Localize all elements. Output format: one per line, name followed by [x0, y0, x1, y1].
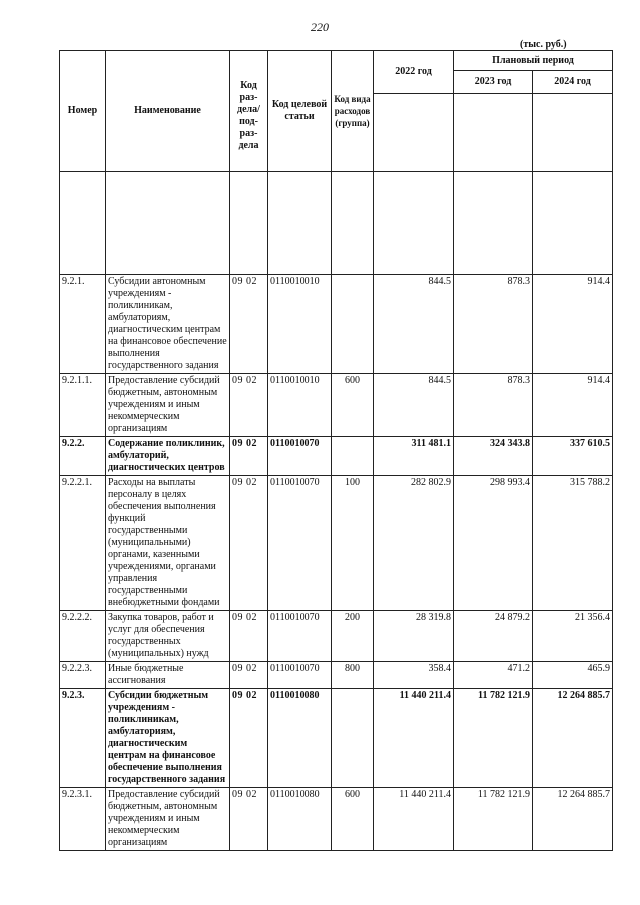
row-target: 0110010080: [268, 689, 332, 788]
row-2024: 337 610.5: [533, 437, 613, 476]
table-row: [60, 788, 613, 851]
row-number: 9.2.3.1.: [60, 788, 106, 851]
header-2024-filler: [533, 94, 613, 172]
row-kind: 600: [332, 788, 374, 851]
row-2024: 21 356.4: [533, 611, 613, 662]
row-name: Предоставление субсидий бюджетным, автономным учреждениям и иным некоммерческим организациям: [106, 374, 230, 437]
header-2024: 2024 год: [533, 71, 613, 94]
row-2023: 11 782 121.9: [454, 689, 533, 788]
row-name: Иные бюджетные ассигнования: [106, 662, 230, 689]
row-section: 09 02: [230, 788, 268, 851]
row-2022: 844.5: [374, 275, 454, 374]
row-name: Субсидии бюджетным учреждениям - поликлиникам, амбулаториям, диагностическим центрам на финансовое обеспечение выполнения государственного задания: [106, 689, 230, 788]
row-section: 09 02: [230, 374, 268, 437]
row-2023: 324 343.8: [454, 437, 533, 476]
row-target: 0110010070: [268, 437, 332, 476]
row-target: 0110010070: [268, 611, 332, 662]
row-2022: 11 440 211.4: [374, 689, 454, 788]
row-kind: 600: [332, 374, 374, 437]
row-target: 0110010010: [268, 275, 332, 374]
row-target: 0110010070: [268, 476, 332, 611]
row-2024: 12 264 885.7: [533, 788, 613, 851]
row-2024: 914.4: [533, 374, 613, 437]
header-name: Наименование: [106, 51, 230, 172]
header-2023: 2023 год: [454, 71, 533, 94]
row-target: 0110010070: [268, 662, 332, 689]
header-2023-filler: [454, 94, 533, 172]
header-number: Номер: [60, 51, 106, 172]
table-row: [60, 689, 613, 788]
row-kind: 200: [332, 611, 374, 662]
units-label: (тыс. руб.): [520, 39, 567, 50]
row-2024: 465.9: [533, 662, 613, 689]
row-2022: 11 440 211.4: [374, 788, 454, 851]
row-2024: 12 264 885.7: [533, 689, 613, 788]
header-target: Код целевой статьи: [268, 51, 332, 172]
header-2022: 2022 год: [374, 51, 454, 94]
row-number: 9.2.1.1.: [60, 374, 106, 437]
header-section: Код раз- дела/ под- раз- дела: [230, 51, 268, 172]
row-name: Содержание поликлиник, амбулаторий, диагностических центров: [106, 437, 230, 476]
row-kind: [332, 275, 374, 374]
row-2023: 878.3: [454, 374, 533, 437]
budget-table: [59, 50, 613, 851]
table-row: [60, 662, 613, 689]
row-name: Субсидии автономным учреждениям - поликлиникам, амбулаториям, диагностическим центрам на финансовое обеспечение выполнения государственного задания: [106, 275, 230, 374]
row-number: 9.2.2.1.: [60, 476, 106, 611]
row-2022: 282 802.9: [374, 476, 454, 611]
row-number: 9.2.2.: [60, 437, 106, 476]
table-row: [60, 476, 613, 611]
row-2022: 28 319.8: [374, 611, 454, 662]
header-2022-filler: [374, 94, 454, 172]
row-2023: 878.3: [454, 275, 533, 374]
row-2023: 11 782 121.9: [454, 788, 533, 851]
row-section: 09 02: [230, 689, 268, 788]
row-section: 09 02: [230, 662, 268, 689]
row-2023: 298 993.4: [454, 476, 533, 611]
row-section: 09 02: [230, 437, 268, 476]
table-row: [60, 611, 613, 662]
row-name: Предоставление субсидий бюджетным, автономным учреждениям и иным некоммерческим организациям: [106, 788, 230, 851]
header-kind: Код вида расходов (группа): [332, 51, 374, 172]
row-kind: 100: [332, 476, 374, 611]
row-number: 9.2.1.: [60, 275, 106, 374]
row-name: Расходы на выплаты персоналу в целях обеспечения выполнения функций государственными (муниципальными) органами, казенными учреждениями, органами управления государственными внебюджетными фондами: [106, 476, 230, 611]
row-2022: 311 481.1: [374, 437, 454, 476]
row-2022: 844.5: [374, 374, 454, 437]
row-section: 09 02: [230, 476, 268, 611]
row-2024: 315 788.2: [533, 476, 613, 611]
header-planned: Плановый период: [454, 51, 613, 71]
row-name: Закупка товаров, работ и услуг для обеспечения государственных (муниципальных) нужд: [106, 611, 230, 662]
row-number: 9.2.2.2.: [60, 611, 106, 662]
table-row: [60, 275, 613, 374]
table-row: [60, 437, 613, 476]
table-row: [60, 374, 613, 437]
row-number: 9.2.3.: [60, 689, 106, 788]
row-2023: 471.2: [454, 662, 533, 689]
row-section: 09 02: [230, 611, 268, 662]
row-kind: [332, 437, 374, 476]
row-2022: 358.4: [374, 662, 454, 689]
row-kind: 800: [332, 662, 374, 689]
row-2023: 24 879.2: [454, 611, 533, 662]
page-number: 220: [311, 20, 329, 34]
row-section: 09 02: [230, 275, 268, 374]
row-2024: 914.4: [533, 275, 613, 374]
row-kind: [332, 689, 374, 788]
row-target: 0110010010: [268, 374, 332, 437]
row-number: 9.2.2.3.: [60, 662, 106, 689]
row-target: 0110010080: [268, 788, 332, 851]
spacer-row: [60, 172, 613, 275]
